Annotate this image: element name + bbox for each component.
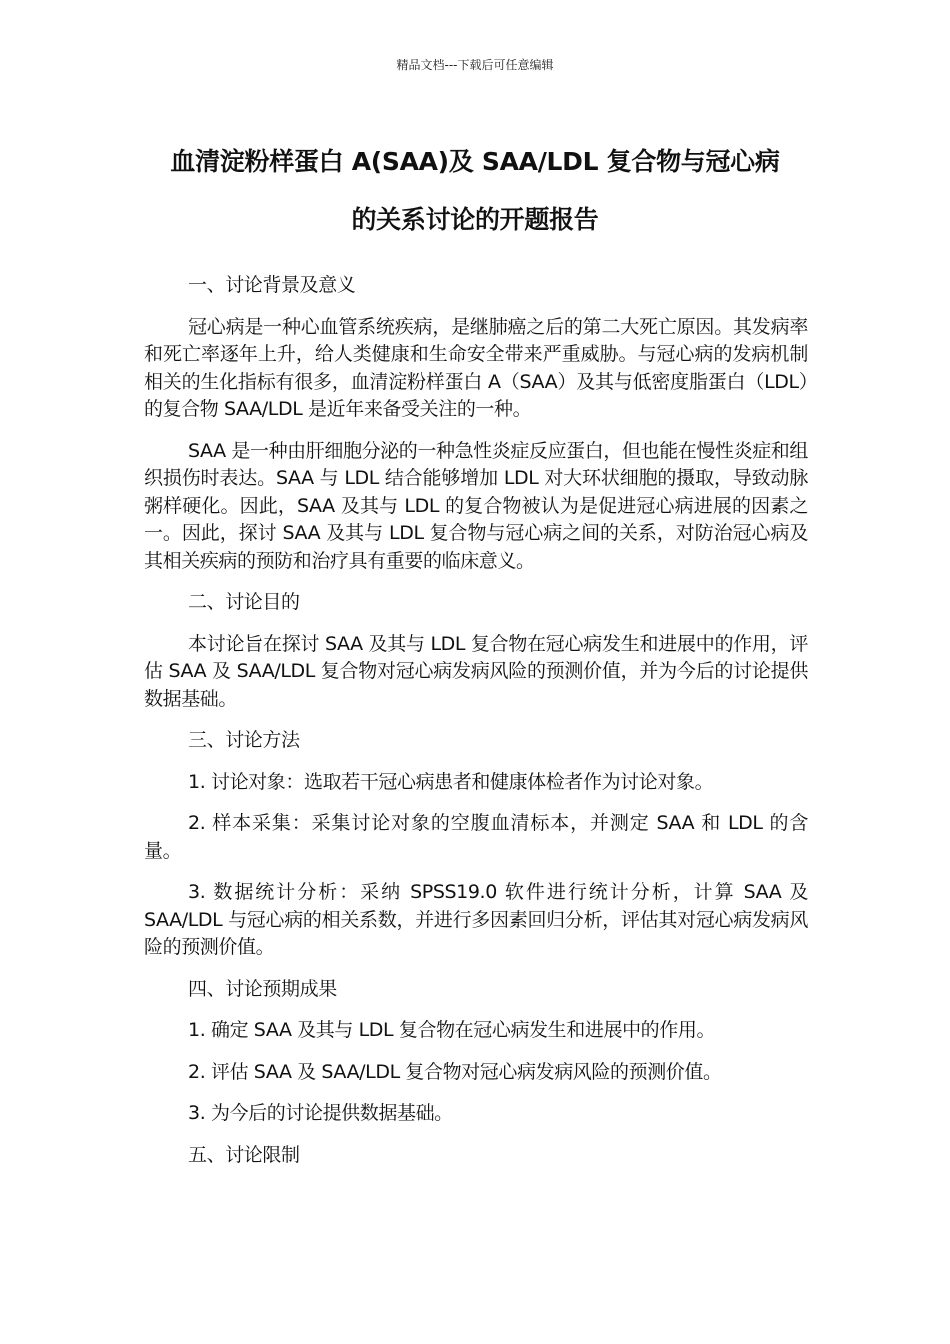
section-heading-background: 一、讨论背景及意义: [188, 274, 356, 296]
paragraph: 冠心病是一种心血管系统疾病，是继肺癌之后的第二大死亡原因。其发病率和死亡率逐年上升，给人类健康和生命安全带来严重威胁。与冠心病的发病机制相关的生化指标有很多，血清淀粉样蛋白 A（SAA）及其与低密度脂蛋白（LDL）的复合物 SAA/LDL 是近年来备受关注的一种。: [144, 315, 808, 420]
list-item: 3. 为今后的讨论提供数据基础。: [188, 1102, 453, 1124]
list-item: 3. 数据统计分析：采纳 SPSS19.0 软件进行统计分析，计算 SAA 及 SAA/LDL 与冠心病的相关系数，并进行多因素回归分析，评估其对冠心病发病风险的预测价值。: [144, 881, 808, 958]
document-body: [144, 272, 808, 1183]
page-header: 精品文档---下载后可任意编辑: [396, 58, 554, 72]
document-title: [130, 133, 820, 249]
title-line-1: 血清淀粉样蛋白 A(SAA)及 SAA/LDL 复合物与冠心病: [170, 147, 780, 176]
title-line-2: 的关系讨论的开题报告: [351, 205, 599, 234]
paragraph: SAA 是一种由肝细胞分泌的一种急性炎症反应蛋白，但也能在慢性炎症和组织损伤时表达。SAA 与 LDL 结合能够增加 LDL 对大环状细胞的摄取，导致动脉粥样硬化。因此，SAA 及其与 LDL 的复合物被认为是促进冠心病进展的因素之一。因此，探讨 SAA 及其与 LDL 复合物与冠心病之间的关系，对防治冠心病及其相关疾病的预防和治疗具有重要的临床意义。: [144, 439, 808, 572]
section-heading-outcomes: 四、讨论预期成果: [188, 977, 337, 1000]
section-heading-limitations: 五、讨论限制: [188, 1143, 300, 1166]
list-item: 1. 确定 SAA 及其与 LDL 复合物在冠心病发生和进展中的作用。: [188, 1019, 716, 1041]
section-heading-purpose: 二、讨论目的: [188, 591, 300, 613]
section-heading-methods: 三、讨论方法: [188, 729, 300, 751]
list-item: 1. 讨论对象：选取若干冠心病患者和健康体检者作为讨论对象。: [188, 770, 714, 793]
paragraph: 本讨论旨在探讨 SAA 及其与 LDL 复合物在冠心病发生和进展中的作用，评估 SAA 及 SAA/LDL 复合物对冠心病发病风险的预测价值，并为今后的讨论提供数据基础。: [144, 632, 808, 710]
list-item: 2. 评估 SAA 及 SAA/LDL 复合物对冠心病发病风险的预测价值。: [188, 1060, 722, 1083]
list-item: 2. 样本采集：采集讨论对象的空腹血清标本，并测定 SAA 和 LDL 的含量。: [144, 812, 808, 862]
